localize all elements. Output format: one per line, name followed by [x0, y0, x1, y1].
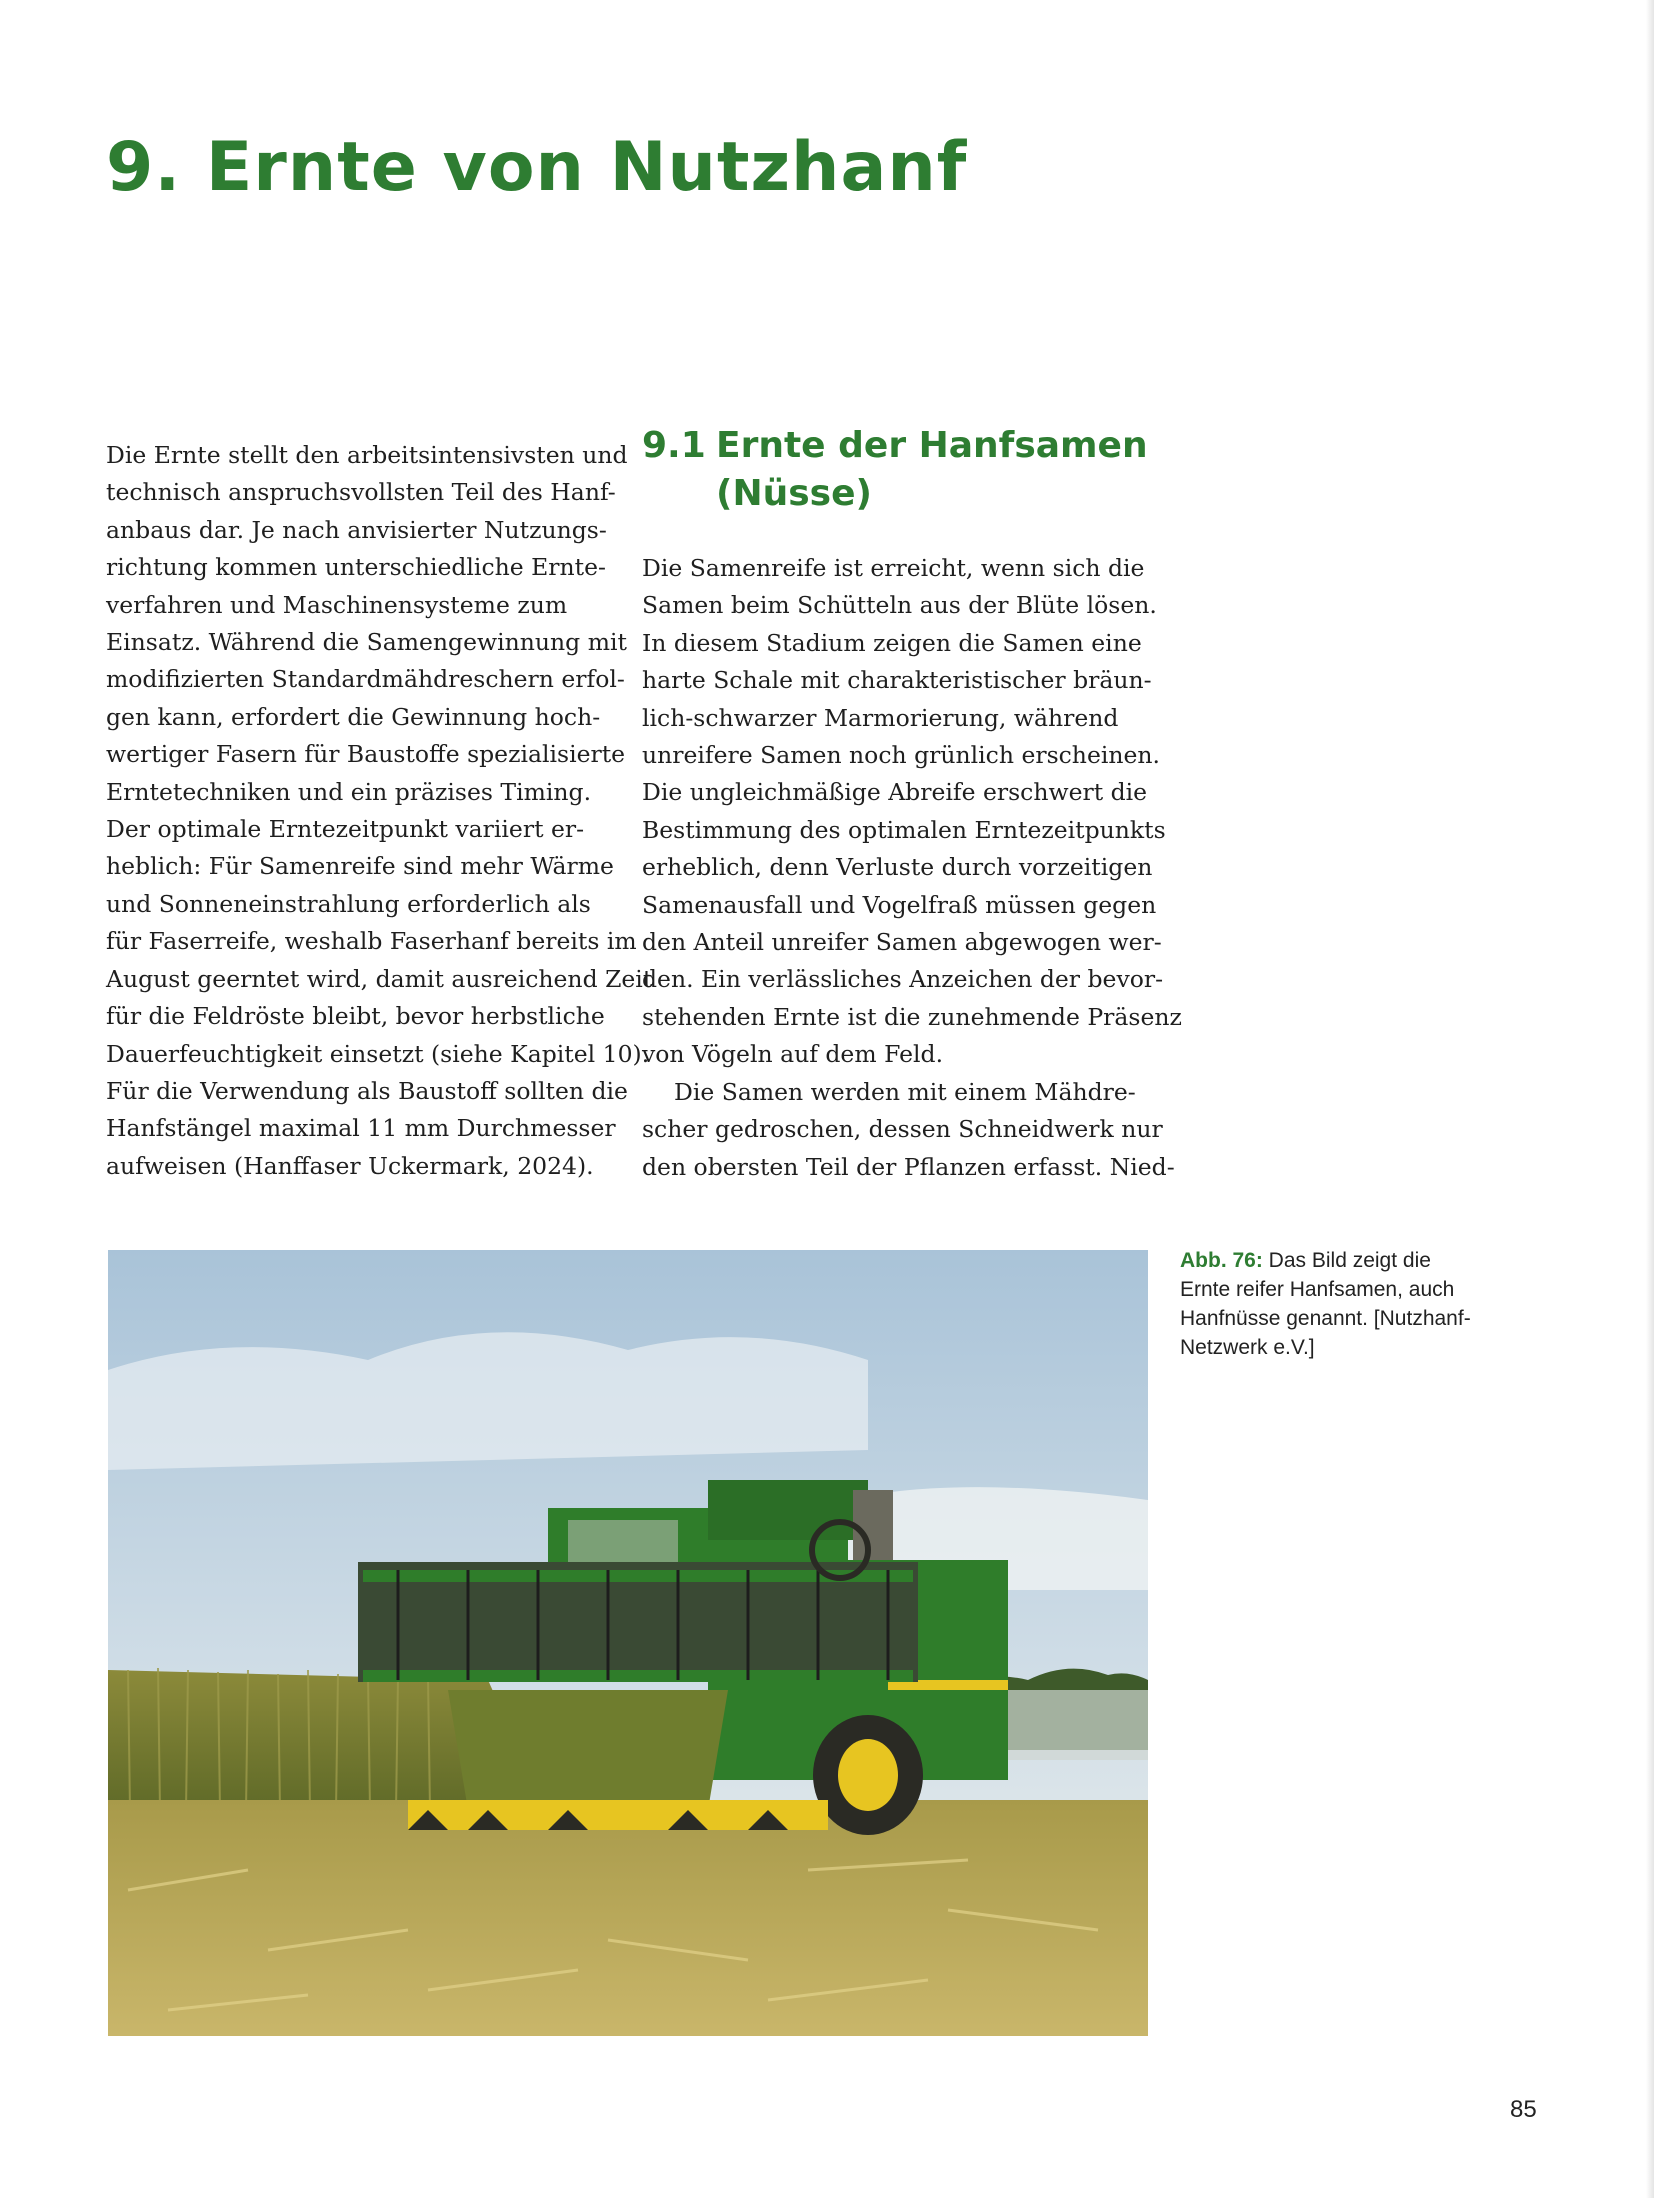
- page-number: 85: [1510, 2096, 1537, 2123]
- text-line: Die Ernte stellt den arbeitsintensivsten und: [106, 441, 628, 469]
- text-line: modifizierten Standardmähdreschern erfol-: [106, 665, 625, 694]
- text-line: Hanfstängel maximal 11 mm Durchmesser: [106, 1114, 616, 1143]
- text-line: Bestimmung des optimalen Erntezeitpunkts: [642, 815, 1166, 844]
- intro-paragraph: [106, 437, 653, 1185]
- text-line: stehenden Ernte ist die zunehmende Präsenz: [642, 1002, 1182, 1031]
- text-line: Samen beim Schütteln aus der Blüte lösen.: [642, 591, 1157, 620]
- text-line: In diesem Stadium zeigen die Samen eine: [642, 628, 1142, 657]
- intro-text-column: [106, 437, 653, 1185]
- text-line: erheblich, denn Verluste durch vorzeitigen: [642, 853, 1153, 882]
- section-text-column: [642, 550, 1182, 1186]
- text-line: unreifere Samen noch grünlich erscheinen.: [642, 741, 1161, 770]
- text-line: wertiger Fasern für Baustoffe spezialisierte: [106, 740, 626, 769]
- text-line: von Vögeln auf dem Feld.: [642, 1040, 944, 1069]
- figure-label: Abb. 76:: [1180, 1249, 1263, 1272]
- text-line: heblich: Für Samenreife sind mehr Wärme: [106, 852, 614, 881]
- text-line: Der optimale Erntezeitpunkt variiert er-: [106, 815, 585, 844]
- section-paragraph-1: [642, 550, 1182, 1074]
- caption-text: Ernte reifer Hanfsamen, auch: [1180, 1278, 1455, 1301]
- harvester-photo: [108, 1250, 1148, 2036]
- text-line: den Anteil unreifer Samen abgewogen wer-: [642, 928, 1162, 957]
- text-line: Dauerfeuchtigkeit einsetzt (siehe Kapitel 10).: [106, 1039, 650, 1068]
- text-line: Für die Verwendung als Baustoff sollten die: [106, 1076, 628, 1105]
- section-title: [716, 422, 1148, 518]
- text-line: August geerntet wird, damit ausreichend Zeit: [106, 964, 653, 993]
- section-number: 9.1: [642, 425, 706, 466]
- text-line: richtung kommen unterschiedliche Ernte-: [106, 553, 606, 582]
- text-line: gen kann, erfordert die Gewinnung hoch-: [106, 702, 601, 731]
- text-line: den. Ein verlässliches Anzeichen der bevor-: [642, 965, 1164, 994]
- caption-text: Netzwerk e.V.]: [1180, 1336, 1315, 1359]
- text-line: Die Samenreife ist erreicht, wenn sich die: [642, 554, 1145, 582]
- section-title-line: (Nüsse): [716, 473, 872, 514]
- text-line: scher gedroschen, dessen Schneidwerk nur: [642, 1115, 1163, 1144]
- text-line: Samenausfall und Vogelfraß müssen gegen: [642, 890, 1157, 919]
- text-line: Die ungleichmäßige Abreife erschwert die: [642, 778, 1148, 807]
- figure-caption: [1180, 1246, 1520, 1362]
- text-line: technisch anspruchsvollsten Teil des Hanf-: [106, 478, 616, 507]
- text-line: den obersten Teil der Pflanzen erfasst. Nied-: [642, 1152, 1175, 1181]
- text-line: für die Feldröste bleibt, bevor herbstliche: [106, 1002, 605, 1031]
- text-line: und Sonneneinstrahlung erforderlich als: [106, 889, 591, 918]
- caption-text: Hanfnüsse genannt. [Nutzhanf-: [1180, 1307, 1471, 1330]
- section-heading: [642, 422, 1148, 518]
- text-line: Die Samen werden mit einem Mähdre-: [674, 1077, 1136, 1106]
- section-title-line: Ernte der Hanfsamen: [716, 425, 1148, 466]
- page-edge-shadow: [1646, 0, 1654, 2198]
- caption-text: Das Bild zeigt die: [1262, 1249, 1431, 1272]
- text-line: für Faserreife, weshalb Faserhanf bereits im: [106, 927, 637, 956]
- caption-first-line: [1180, 1246, 1520, 1275]
- section-paragraph-2: [642, 1074, 1175, 1186]
- text-line: verfahren und Maschinensysteme zum: [106, 590, 568, 619]
- text-line: Erntetechniken und ein präzises Timing.: [106, 777, 592, 806]
- chapter-title: 9. Ernte von Nutzhanf: [106, 128, 968, 207]
- text-line: Einsatz. Während die Samengewinnung mit: [106, 628, 627, 657]
- text-line: aufweisen (Hanffaser Uckermark, 2024).: [106, 1151, 594, 1180]
- text-line: anbaus dar. Je nach anvisierter Nutzungs-: [106, 515, 607, 544]
- cloud: [108, 1332, 868, 1470]
- text-line: lich-schwarzer Marmorierung, während: [642, 703, 1119, 732]
- text-line: harte Schale mit charakteristischer bräun-: [642, 666, 1152, 695]
